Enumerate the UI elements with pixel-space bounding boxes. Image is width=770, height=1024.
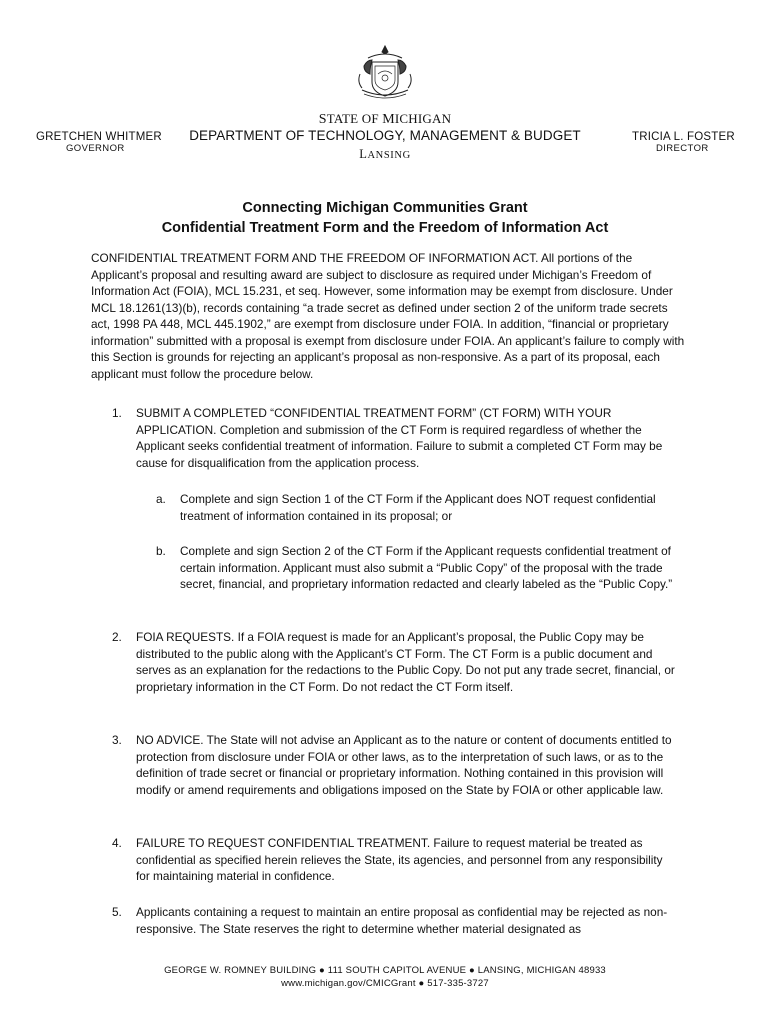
michigan-seal-icon bbox=[354, 44, 416, 104]
director-title: DIRECTOR bbox=[656, 143, 709, 154]
list-item-text: SUBMIT A COMPLETED “CONFIDENTIAL TREATMENT FORM” (CT FORM) WITH YOUR APPLICATION. Completion and submission of the CT Form is required regardless of whether the Applicant seeks confidential treatment of information. Failure to submit a completed CT Form may be cause for disqualification from the application process. bbox=[136, 406, 663, 470]
intro-paragraph: CONFIDENTIAL TREATMENT FORM AND THE FREEDOM OF INFORMATION ACT. All portions of the Applicant’s proposal and resulting award are subject to disclosure as required under Michigan’s Freedom of Information Act (FOIA), MCL 15.231, et seq. However, some information may be exempt from disclosure. Under MCL 18.1261(13)(b), records containing “a trade secret as defined under section 2 of the uniform trade secrets act, 1998 PA 448, MCL 445.1902,” are exempt from disclosure under FOIA. In addition, “financial or proprietary information” submitted with a proposal is exempt from disclosure under FOIA. An applicant’s failure to comply with this Section is grounds for rejecting an applicant’s proposal as non-responsive. As a part of its proposal, each applicant must follow the procedure below. bbox=[91, 251, 685, 381]
list-item-text: Applicants containing a request to maintain an entire proposal as confidential may be rejected as non-responsive. The State reserves the right to determine whether material designated as bbox=[136, 905, 668, 936]
sub-item-text: Complete and sign Section 2 of the CT Form if the Applicant requests confidential treatment of certain information. Applicant must also submit a “Public Copy” of the proposal with the trade secret, financial, and proprietary information redacted and clearly labeled as the “Public Copy.” bbox=[180, 544, 673, 591]
department-name: DEPARTMENT OF TECHNOLOGY, MANAGEMENT & BUDGET bbox=[189, 128, 581, 143]
document-title: Connecting Michigan Communities Grant bbox=[242, 200, 528, 216]
sub-item-letter: a. bbox=[156, 492, 166, 506]
sub-item-text: Complete and sign Section 1 of the CT Form if the Applicant does NOT request confidential treatment of information contained in its proposal; or bbox=[180, 492, 656, 523]
governor-name: GRETCHEN WHITMER bbox=[36, 131, 162, 143]
city-name: LANSING bbox=[359, 147, 411, 161]
sub-item-letter: b. bbox=[156, 544, 166, 558]
list-item-number: 3. bbox=[112, 733, 122, 747]
document-subtitle: Confidential Treatment Form and the Freedom of Information Act bbox=[161, 220, 609, 236]
list-item-number: 1. bbox=[112, 406, 122, 420]
list-item-number: 4. bbox=[112, 836, 122, 850]
state-of-michigan: STATE OF MICHIGAN bbox=[318, 111, 452, 127]
list-item-text: FOIA REQUESTS. If a FOIA request is made for an Applicant’s proposal, the Public Copy may be distributed to the public along with the Applicant’s CT Form. The CT Form is a public document and serves as an explanation for the redactions to the Public Copy. Do not put any trade secret, financial, or proprietary information in the CT Form. Do not redact the CT Form itself. bbox=[136, 630, 675, 694]
governor-title: GOVERNOR bbox=[66, 143, 125, 154]
list-item-number: 2. bbox=[112, 630, 122, 644]
director-name: TRICIA L. FOSTER bbox=[632, 131, 735, 143]
list-item-text: NO ADVICE. The State will not advise an Applicant as to the nature or content of documents entitled to protection from disclosure under FOIA or other laws, as to the interpretation of such laws, or as to the definition of trade secret or financial or proprietary information. Nothing contained in this provision will modify or amend requirements and obligations imposed on the State by FOIA or other applicable law. bbox=[136, 733, 672, 797]
footer-address: GEORGE W. ROMNEY BUILDING ● 111 SOUTH CAPITOL AVENUE ● LANSING, MICHIGAN 48933 bbox=[164, 965, 606, 976]
list-item-text: FAILURE TO REQUEST CONFIDENTIAL TREATMENT. Failure to request material be treated as confidential as specified herein relieves the State, its agencies, and personnel from any responsibility for maintaining material in confidence. bbox=[136, 836, 663, 883]
list-item-number: 5. bbox=[112, 905, 122, 919]
footer-contact: www.michigan.gov/CMICGrant ● 517-335-3727 bbox=[281, 978, 489, 989]
